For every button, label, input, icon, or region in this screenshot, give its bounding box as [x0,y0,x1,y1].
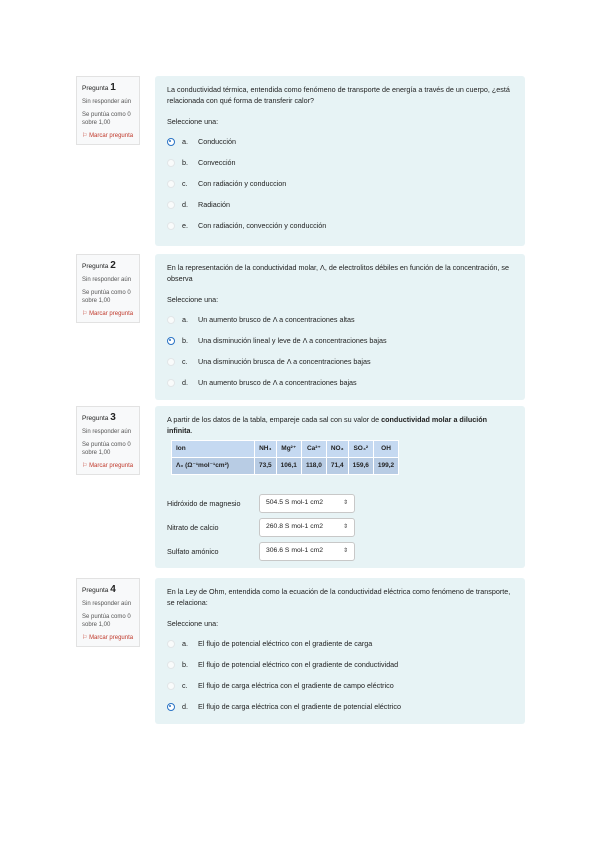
table-cell: 71,4 [326,458,348,475]
answer-prompt: Seleccione una: [167,619,219,629]
select-arrows-icon: ⇕ [342,547,348,554]
question-number: Pregunta 1 [82,82,116,93]
match-label: Sulfato amónico [167,546,219,556]
table-header-cell: Ion [172,441,255,458]
select-arrows-icon: ⇕ [342,499,348,506]
table-row-label: Λ₀ (Ω⁻¹mol⁻¹cm²) [172,458,255,475]
answer-option[interactable]: c. El flujo de carga eléctrica con el gradiente de campo eléctrico [167,675,513,696]
flag-icon: ⚐ [82,132,88,139]
radio-button[interactable] [167,640,175,648]
radio-button[interactable] [167,682,175,690]
answer-option[interactable]: d. Radiación [167,194,513,215]
question-text: En la representación de la conductividad molar, Λ, de electrolitos débiles en función de la concentración, se observa [167,263,510,284]
flag-icon: ⚐ [82,462,88,469]
table-cell: 118,0 [301,458,326,475]
flag-icon: ⚐ [82,310,88,317]
answer-option[interactable]: d. Un aumento brusco de Λ a concentraciones bajas [167,372,513,393]
question-score: Se puntúa como 0 sobre 1,00 [82,441,131,456]
question-score: Se puntúa como 0 sobre 1,00 [82,289,131,304]
answer-option[interactable]: a. Conducción [167,131,513,152]
question-status: Sin responder aún [82,428,132,435]
answer-option[interactable]: b. Una disminución lineal y leve de Λ a concentraciones bajas [167,330,513,351]
match-row [167,491,513,515]
question-content-3 [155,406,525,568]
question-status: Sin responder aún [82,276,132,283]
table-cell: 73,5 [255,458,277,475]
answer-option[interactable]: c. Con radiación y conduccion [167,173,513,194]
conductivity-table [171,440,399,475]
radio-button[interactable] [167,138,175,146]
answer-option[interactable]: e. Con radiación, convección y conducción [167,215,513,236]
question-score: Se puntúa como 0 sobre 1,00 [82,613,131,628]
table-cell: 106,1 [276,458,301,475]
flag-question-link[interactable]: ⚐ Marcar pregunta [82,634,134,641]
radio-button[interactable] [167,337,175,345]
question-text: La conductividad térmica, entendida como fenómeno de transporte de energía a través de un cuerpo, ¿está relacionada con qué forma de transferir calor? [167,85,510,106]
answer-prompt: Seleccione una: [167,117,219,127]
table-cell: 199,2 [373,458,398,475]
answer-option[interactable]: a. Un aumento brusco de Λ a concentraciones altas [167,309,513,330]
table-header-cell: Mg²⁺ [276,441,301,458]
flag-icon: ⚐ [82,634,88,641]
table-header-cell: OH [373,441,398,458]
question-info-3 [76,406,140,475]
radio-button[interactable] [167,358,175,366]
match-label: Nitrato de calcio [167,522,219,532]
table-header-row [172,441,399,458]
radio-button[interactable] [167,661,175,669]
answer-option[interactable]: a. El flujo de potencial eléctrico con el gradiente de carga [167,633,513,654]
radio-button[interactable] [167,180,175,188]
table-header-cell: NO₃ [326,441,348,458]
table-header-cell: SO₄² [348,441,373,458]
question-content-1 [155,76,525,246]
question-status: Sin responder aún [82,98,132,105]
match-row [167,539,513,563]
question-number: Pregunta 2 [82,260,116,271]
question-info-2 [76,254,140,323]
match-select[interactable]: 260.8 S mol-1 cm2 ⇕ [259,518,355,537]
question-text: En la Ley de Ohm, entendida como la ecuación de la conductividad eléctrica como fenómeno de transporte, se relaciona: [167,587,511,608]
radio-button[interactable] [167,379,175,387]
answer-prompt: Seleccione una: [167,295,219,305]
answer-option[interactable]: b. El flujo de potencial eléctrico con el gradiente de conductividad [167,654,513,675]
radio-button[interactable] [167,316,175,324]
table-header-cell: NH₄ [255,441,277,458]
question-text: A partir de los datos de la tabla, empareje cada sal con su valor de conductividad molar a dilución infinita. [167,415,487,436]
match-select[interactable]: 306.6 S mol-1 cm2 ⇕ [259,542,355,561]
question-status: Sin responder aún [82,600,132,607]
match-row [167,515,513,539]
flag-question-link[interactable]: ⚐ Marcar pregunta [82,462,134,469]
table-cell: 159,6 [348,458,373,475]
select-arrows-icon: ⇕ [342,523,348,530]
question-info-4 [76,578,140,647]
question-number: Pregunta 3 [82,412,116,423]
radio-button[interactable] [167,201,175,209]
question-content-2 [155,254,525,400]
match-label: Hidróxido de magnesio [167,498,241,508]
radio-button[interactable] [167,703,175,711]
radio-button[interactable] [167,222,175,230]
flag-question-link[interactable]: ⚐ Marcar pregunta [82,132,134,139]
table-row [172,458,399,475]
question-number: Pregunta 4 [82,584,116,595]
radio-button[interactable] [167,159,175,167]
match-select[interactable]: 504.5 S mol-1 cm2 ⇕ [259,494,355,513]
question-content-4 [155,578,525,724]
table-header-cell: Ca²⁺ [301,441,326,458]
answer-option[interactable]: b. Convección [167,152,513,173]
answer-option[interactable]: d. El flujo de carga eléctrica con el gradiente de potencial eléctrico [167,696,513,717]
flag-question-link[interactable]: ⚐ Marcar pregunta [82,310,134,317]
question-info-1 [76,76,140,145]
answer-option[interactable]: c. Una disminución brusca de Λ a concentraciones bajas [167,351,513,372]
question-score: Se puntúa como 0 sobre 1,00 [82,111,131,126]
